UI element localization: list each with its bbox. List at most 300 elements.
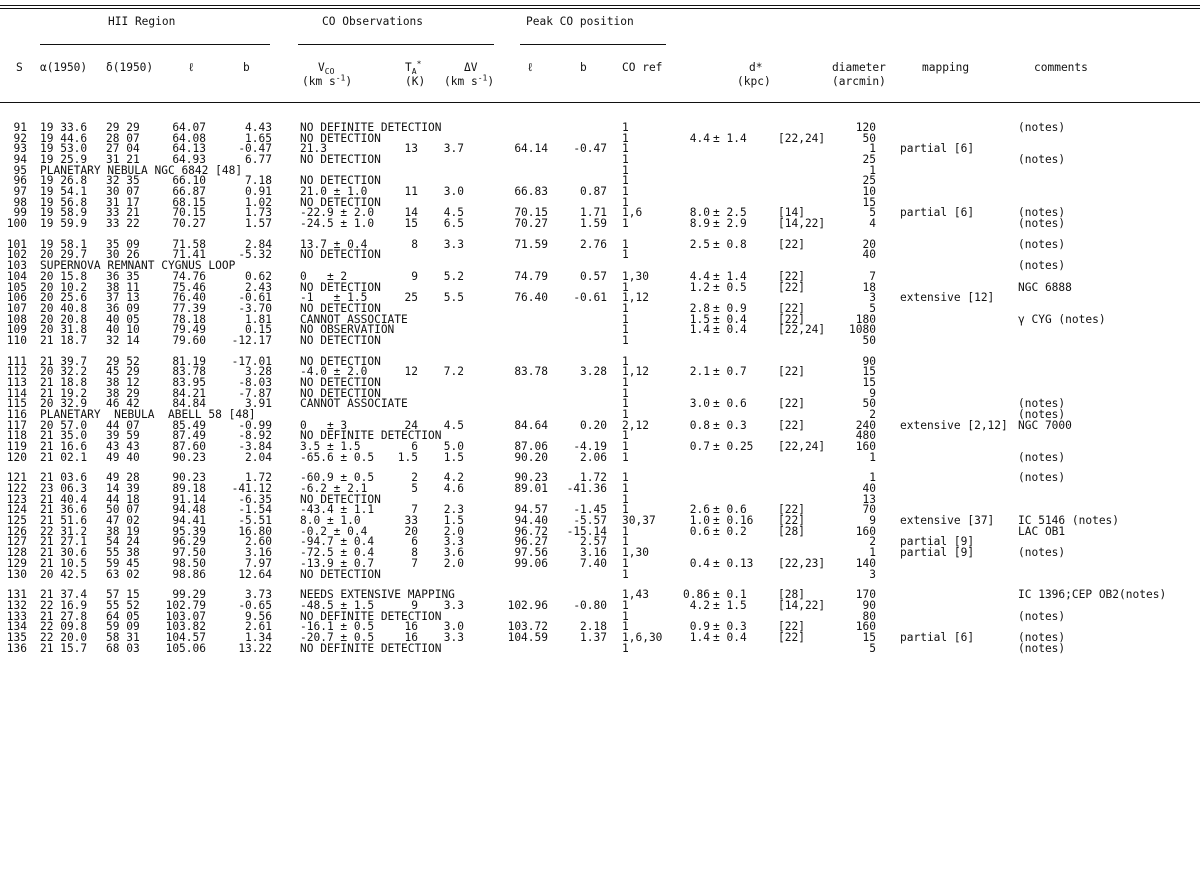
cell-derr: ± 0.4 [713, 323, 747, 337]
cell-pl: 84.64 [514, 418, 548, 432]
cell-l: 84.84 [172, 397, 206, 411]
cell-l: 71.58 [172, 237, 206, 251]
cell-v: 21.0 ± 1.0 [300, 185, 368, 199]
cell-pb: -4.19 [573, 440, 607, 454]
cell-object-type: PLANETARY NEBULA ABELL 58 [48] [40, 408, 256, 421]
cell-dv: 7.2 [443, 365, 464, 379]
cell-d: 4.4 [689, 131, 710, 145]
cell-dv: 3.3 [443, 598, 464, 612]
cell-ta: 8 [411, 237, 418, 251]
cell-d: 1.2 [689, 280, 710, 294]
cell-ta: 6 [411, 535, 418, 549]
cell-l: 68.15 [172, 195, 206, 209]
cell-derr: ± 0.6 [713, 503, 747, 517]
cell-derr: ± 0.4 [713, 312, 747, 326]
cell-co-note: NEEDS EXTENSIVE MAPPING [300, 588, 455, 602]
cell-s: 115 [6, 397, 27, 411]
cell-diam: 40 [862, 248, 876, 262]
cell-diam: 180 [855, 312, 876, 326]
col-header-comments: comments [1034, 61, 1088, 74]
cell-dec: 59 09 [106, 620, 140, 634]
cell-dec: 64 05 [106, 609, 140, 623]
cell-diam: 40 [862, 482, 876, 496]
cell-coref: 1 [622, 280, 629, 294]
cell-pb: 1.59 [580, 217, 607, 231]
cell-co-note: NO DEFINITE DETECTION [300, 609, 442, 623]
cell-v: 0 ± 2 [300, 269, 348, 283]
group-rule-peak-co-position [520, 44, 666, 45]
cell-ta: 25 [404, 291, 418, 305]
cell-dref: [22,23] [778, 556, 826, 570]
cell-coref: 1 [622, 482, 629, 496]
cell-b: 2.04 [245, 450, 272, 464]
cell-s: 126 [6, 524, 27, 538]
cell-b: 13.22 [238, 641, 272, 655]
cell-d: 2.5 [689, 237, 710, 251]
cell-ra: 21 40.4 [40, 492, 88, 506]
cell-dref: [22] [778, 418, 805, 432]
cell-ta: 11 [404, 185, 418, 199]
cell-derr: ± 1.4 [713, 269, 747, 283]
cell-ra: 21 18.7 [40, 333, 88, 347]
cell-b: 1.57 [245, 217, 272, 231]
cell-ra: 22 09.8 [40, 620, 88, 634]
cell-l: 102.79 [165, 598, 206, 612]
cell-dec: 30 26 [106, 248, 140, 262]
cell-b: -0.65 [238, 598, 272, 612]
cell-pl: 97.56 [514, 546, 548, 560]
cell-ra: 20 57.0 [40, 418, 88, 432]
cell-mapping: partial [6] [900, 206, 975, 220]
cell-l: 99.29 [172, 588, 206, 602]
cell-s: 111 [6, 354, 27, 368]
cell-coref: 1 [622, 163, 629, 177]
cell-l: 103.82 [165, 620, 206, 634]
cell-derr: ± 0.3 [713, 620, 747, 634]
cell-derr: ± 0.8 [713, 237, 747, 251]
group-header-co-observations: CO Observations [322, 15, 424, 28]
cell-comments: LAC OB1 [1018, 524, 1066, 538]
cell-ra: 21 27.8 [40, 609, 88, 623]
cell-b: 1.02 [245, 195, 272, 209]
cell-coref: 2,12 [622, 418, 649, 432]
cell-diam: 1 [869, 471, 876, 485]
cell-pb: 1.72 [580, 471, 607, 485]
cell-pb: -41.36 [566, 482, 607, 496]
cell-l: 98.86 [172, 567, 206, 581]
cell-l: 66.87 [172, 185, 206, 199]
cell-s: 136 [6, 641, 27, 655]
cell-diam: 140 [855, 556, 876, 570]
cell-comments: (notes) [1018, 153, 1066, 167]
cell-comments: (notes) [1018, 259, 1066, 273]
cell-d: 1.4 [689, 630, 710, 644]
cell-coref: 1 [622, 641, 629, 655]
cell-ra: 21 37.4 [40, 588, 88, 602]
cell-diam: 9 [869, 386, 876, 400]
cell-coref: 1 [622, 312, 629, 326]
cell-diam: 1 [869, 163, 876, 177]
cell-d: 1.0 [689, 514, 710, 528]
cell-d: 4.4 [689, 269, 710, 283]
cell-dref: [22] [778, 280, 805, 294]
cell-diam: 1 [869, 142, 876, 156]
cell-s: 127 [6, 535, 27, 549]
cell-mapping: partial [6] [900, 142, 975, 156]
cell-pb: -0.47 [573, 142, 607, 156]
cell-diam: 5 [869, 301, 876, 315]
cell-diam: 5 [869, 206, 876, 220]
cell-ra: 21 15.7 [40, 641, 88, 655]
cell-derr: ± 2.9 [713, 217, 747, 231]
cell-b: 4.43 [245, 121, 272, 134]
col-header-b: b [243, 61, 250, 74]
cell-l: 81.19 [172, 354, 206, 368]
cell-coref: 1 [622, 174, 629, 188]
cell-b: 9.56 [245, 609, 272, 623]
cell-ra: 19 53.0 [40, 142, 88, 156]
cell-derr: ± 0.1 [713, 588, 747, 602]
cell-coref: 1 [622, 620, 629, 634]
cell-s: 119 [6, 440, 27, 454]
cell-s: 105 [6, 280, 27, 294]
cell-s: 121 [6, 471, 27, 485]
cell-d: 0.8 [689, 418, 710, 432]
cell-dv: 4.6 [443, 482, 464, 496]
cell-d: 2.1 [689, 365, 710, 379]
cell-v: 21.3 [300, 142, 327, 156]
col-header-diameter: diameter [832, 61, 886, 74]
cell-ta: 8 [411, 546, 418, 560]
cell-d: 2.8 [689, 301, 710, 315]
cell-dec: 14 39 [106, 482, 140, 496]
cell-ra: 19 25.9 [40, 153, 88, 167]
cell-ra: 21 10.5 [40, 556, 88, 570]
cell-pb: 2.57 [580, 535, 607, 549]
cell-coref: 1 [622, 471, 629, 485]
cell-pl: 96.27 [514, 535, 548, 549]
cell-dec: 59 45 [106, 556, 140, 570]
cell-d: 3.0 [689, 397, 710, 411]
cell-l: 105.06 [165, 641, 206, 655]
cell-coref: 1 [622, 301, 629, 315]
cell-coref: 1 [622, 121, 629, 134]
group-header-peak-co-position: Peak CO position [526, 15, 634, 28]
cell-ra: 20 40.8 [40, 301, 88, 315]
cell-dref: [22] [778, 365, 805, 379]
cell-pb: -5.57 [573, 514, 607, 528]
cell-ta: 16 [404, 630, 418, 644]
cell-b: 7.97 [245, 556, 272, 570]
cell-l: 91.14 [172, 492, 206, 506]
cell-b: 1.73 [245, 206, 272, 220]
cell-diam: 5 [869, 641, 876, 655]
cell-diam: 50 [862, 333, 876, 347]
cell-s: 92 [13, 131, 27, 145]
cell-diam: 90 [862, 354, 876, 368]
col-header-vco-units [302, 73, 353, 88]
cell-co-note: CANNOT ASSOCIATE [300, 312, 408, 326]
cell-coref: 1 [622, 598, 629, 612]
cell-mapping: partial [9] [900, 535, 975, 549]
cell-s: 104 [6, 269, 27, 283]
cell-l: 79.49 [172, 323, 206, 337]
cell-l: 84.21 [172, 386, 206, 400]
cell-v: -6.2 ± 2.1 [300, 482, 368, 496]
cell-co-note: NO DETECTION [300, 153, 381, 167]
cell-coref: 1 [622, 524, 629, 538]
cell-pb: 2.06 [580, 450, 607, 464]
cell-dec: 58 31 [106, 630, 140, 644]
dv-units-sup: -1 [477, 73, 488, 83]
cell-s: 112 [6, 365, 27, 379]
cell-diam: 3 [869, 567, 876, 581]
cell-co-note: NO DETECTION [300, 131, 381, 145]
cell-diam: 20 [862, 237, 876, 251]
cell-ra: 21 27.1 [40, 535, 88, 549]
cell-l: 85.49 [172, 418, 206, 432]
cell-coref: 1,30 [622, 546, 649, 560]
cell-s: 94 [13, 153, 27, 167]
cell-pb: 2.76 [580, 237, 607, 251]
cell-b: -0.47 [238, 142, 272, 156]
cell-l: 78.18 [172, 312, 206, 326]
cell-derr: ± 0.16 [713, 514, 754, 528]
cell-coref: 1 [622, 237, 629, 251]
cell-diam: 80 [862, 609, 876, 623]
col-header-delta: δ(1950) [106, 61, 154, 74]
cell-ra: 20 32.9 [40, 397, 88, 411]
cell-comments: NGC 6888 [1018, 280, 1072, 294]
cell-coref: 30,37 [622, 514, 656, 528]
cell-dec: 31 17 [106, 195, 140, 209]
cell-b: 3.91 [245, 397, 272, 411]
cell-dv: 3.0 [443, 620, 464, 634]
cell-ta: 24 [404, 418, 418, 432]
cell-l: 74.76 [172, 269, 206, 283]
cell-dv: 3.7 [443, 142, 464, 156]
cell-dv: 2.0 [443, 556, 464, 570]
cell-coref: 1 [622, 195, 629, 209]
col-header-alpha: α(1950) [40, 61, 88, 74]
cell-dec: 36 09 [106, 301, 140, 315]
cell-pb: -0.80 [573, 598, 607, 612]
col-header-peak-b: b [580, 61, 587, 74]
cell-comments: (notes) [1018, 630, 1066, 644]
cell-dec: 29 29 [106, 121, 140, 134]
cell-pl: 94.40 [514, 514, 548, 528]
cell-l: 76.40 [172, 291, 206, 305]
cell-derr: ± 2.5 [713, 206, 747, 220]
cell-coref: 1 [622, 375, 629, 389]
cell-dec: 38 19 [106, 524, 140, 538]
cell-dref: [22] [778, 301, 805, 315]
cell-d: 1.4 [689, 323, 710, 337]
cell-dec: 33 21 [106, 206, 140, 220]
cell-ta: 5 [411, 482, 418, 496]
cell-co-note: NO DETECTION [300, 386, 381, 400]
cell-coref: 1 [622, 535, 629, 549]
cell-b: -12.17 [231, 333, 272, 347]
cell-coref: 1 [622, 131, 629, 145]
cell-b: 12.64 [238, 567, 272, 581]
cell-b: -5.51 [238, 514, 272, 528]
cell-s: 116 [6, 408, 27, 421]
cell-b: 6.77 [245, 153, 272, 167]
cell-diam: 15 [862, 630, 876, 644]
cell-dec: 33 22 [106, 217, 140, 231]
cell-co-note: NO DETECTION [300, 280, 381, 294]
cell-dv: 2.0 [443, 524, 464, 538]
cell-pb: -15.14 [566, 524, 607, 538]
cell-comments: γ CYG (notes) [1018, 312, 1106, 326]
cell-s: 120 [6, 450, 27, 464]
vco-units-end: ) [345, 75, 353, 88]
cell-b: 3.28 [245, 365, 272, 379]
cell-coref: 1 [622, 354, 629, 368]
cell-dv: 2.3 [443, 503, 464, 517]
cell-dref: [22] [778, 397, 805, 411]
cell-comments: (notes) [1018, 641, 1066, 655]
cell-l: 64.08 [172, 131, 206, 145]
cell-dref: [28] [778, 588, 805, 602]
cell-diam: 3 [869, 291, 876, 305]
cell-ra: 21 30.6 [40, 546, 88, 560]
cell-d: 0.86 [683, 588, 710, 602]
cell-coref: 1 [622, 323, 629, 337]
cell-d: 8.9 [689, 217, 710, 231]
cell-b: -0.61 [238, 291, 272, 305]
cell-comments: (notes) [1018, 546, 1066, 560]
cell-dref: [22] [778, 630, 805, 644]
col-header-vco [318, 61, 335, 77]
cell-dec: 40 05 [106, 312, 140, 326]
cell-coref: 1 [622, 429, 629, 443]
cell-d: 4.2 [689, 598, 710, 612]
cell-coref: 1 [622, 440, 629, 454]
cell-diam: 50 [862, 397, 876, 411]
cell-diam: 2 [869, 535, 876, 549]
cell-s: 135 [6, 630, 27, 644]
cell-dref: [28] [778, 524, 805, 538]
cell-b: 3.73 [245, 588, 272, 602]
cell-dref: [22] [778, 514, 805, 528]
vco-sub: CO [324, 67, 335, 77]
cell-l: 94.41 [172, 514, 206, 528]
cell-pb: 1.37 [580, 630, 607, 644]
cell-ta: 2 [411, 471, 418, 485]
cell-s: 123 [6, 492, 27, 506]
cell-coref: 1 [622, 408, 629, 421]
cell-dv: 4.5 [443, 418, 464, 432]
cell-derr: ± 0.7 [713, 365, 747, 379]
top-rule-2 [0, 8, 1200, 9]
cell-l: 90.23 [172, 471, 206, 485]
dv-units: (km s [444, 75, 478, 88]
cell-l: 89.18 [172, 482, 206, 496]
cell-coref: 1 [622, 492, 629, 506]
cell-co-note: NO DETECTION [300, 567, 381, 581]
col-header-d-units: (kpc) [737, 75, 771, 88]
cell-dec: 44 07 [106, 418, 140, 432]
cell-s: 103 [6, 259, 27, 273]
cell-ta: 6 [411, 440, 418, 454]
cell-b: 7.18 [245, 174, 272, 188]
cell-pl: 96.72 [514, 524, 548, 538]
cell-diam: 9 [869, 514, 876, 528]
cell-ra: 20 10.2 [40, 280, 88, 294]
cell-ra: 19 33.6 [40, 121, 88, 134]
cell-coref: 1 [622, 503, 629, 517]
cell-pb: 0.20 [580, 418, 607, 432]
cell-ra: 23 06.3 [40, 482, 88, 496]
cell-diam: 15 [862, 365, 876, 379]
cell-v: -0.2 ± 0.4 [300, 524, 368, 538]
cell-ta: 9 [411, 598, 418, 612]
cell-s: 101 [6, 237, 27, 251]
cell-ta: 33 [404, 514, 418, 528]
cell-l: 64.13 [172, 142, 206, 156]
cell-coref: 1 [622, 397, 629, 411]
cell-dv: 3.6 [443, 546, 464, 560]
cell-s: 106 [6, 291, 27, 305]
cell-ra: 21 39.7 [40, 354, 88, 368]
cell-d: 0.9 [689, 620, 710, 634]
cell-dec: 50 07 [106, 503, 140, 517]
cell-s: 107 [6, 301, 27, 315]
cell-dec: 28 07 [106, 131, 140, 145]
cell-dec: 45 29 [106, 365, 140, 379]
cell-ta: 12 [404, 365, 418, 379]
cell-l: 64.07 [172, 121, 206, 134]
col-header-dv-units [444, 73, 495, 88]
cell-b: -17.01 [231, 354, 272, 368]
cell-dv: 4.2 [443, 471, 464, 485]
cell-ta: 14 [404, 206, 418, 220]
cell-s: 91 [13, 121, 27, 134]
cell-dec: 40 10 [106, 323, 140, 337]
cell-dref: [22,24] [778, 131, 826, 145]
ta-sup: * [416, 59, 422, 69]
cell-l: 87.60 [172, 440, 206, 454]
cell-ra: 21 36.6 [40, 503, 88, 517]
cell-l: 70.27 [172, 217, 206, 231]
cell-ra: 21 03.6 [40, 471, 88, 485]
cell-mapping: extensive [2,12] [900, 418, 1008, 432]
col-header-ta [405, 59, 422, 77]
cell-pl: 83.78 [514, 365, 548, 379]
cell-pb: 3.16 [580, 546, 607, 560]
cell-dec: 49 40 [106, 450, 140, 464]
cell-pl: 64.14 [514, 142, 548, 156]
cell-ra: 21 51.6 [40, 514, 88, 528]
cell-pl: 94.57 [514, 503, 548, 517]
cell-dec: 27 04 [106, 142, 140, 156]
cell-v: -13.9 ± 0.7 [300, 556, 375, 570]
cell-d: 0.6 [689, 524, 710, 538]
cell-l: 95.39 [172, 524, 206, 538]
cell-dv: 6.5 [443, 217, 464, 231]
cell-ra: 20 20.8 [40, 312, 88, 326]
cell-b: -5.32 [238, 248, 272, 262]
cell-v: -48.5 ± 1.5 [300, 598, 375, 612]
cell-s: 102 [6, 248, 27, 262]
cell-ra: 19 54.1 [40, 185, 88, 199]
cell-v: -4.0 ± 2.0 [300, 365, 368, 379]
cell-ra: 21 16.6 [40, 440, 88, 454]
cell-b: 1.34 [245, 630, 272, 644]
cell-coref: 1 [622, 248, 629, 262]
